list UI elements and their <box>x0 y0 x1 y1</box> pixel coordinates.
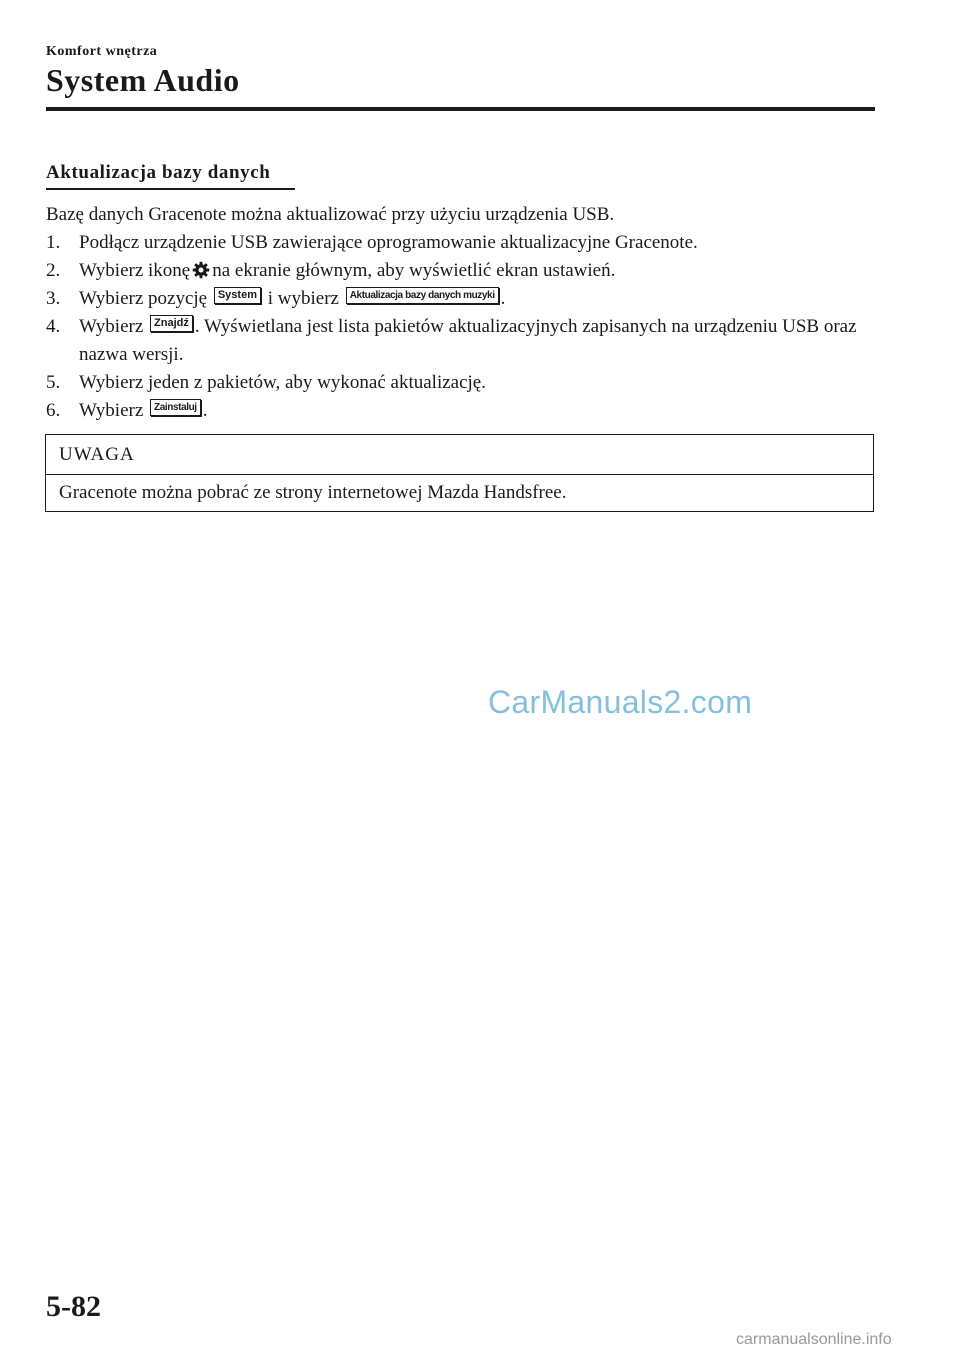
section-heading: Aktualizacja bazy danych <box>46 162 271 183</box>
step-text-middle: i wybierz <box>267 288 339 309</box>
music-database-update-button[interactable]: Aktualizacja bazy danych muzyki <box>346 287 499 304</box>
step-number: 2. <box>46 260 61 281</box>
step-text-after: . <box>202 400 208 421</box>
title-divider <box>46 107 875 111</box>
step-text-after: na ekranie głównym, aby wyświetlić ekran ustawień. <box>212 260 616 281</box>
step-number: 5. <box>46 372 61 393</box>
footer-watermark: carmanualsonline.info <box>736 1331 892 1348</box>
note-box <box>45 434 874 512</box>
step-text: Podłącz urządzenie USB zawierające oprogramowanie aktualizacyjne Gracenote. <box>79 232 698 253</box>
step-text-before: Wybierz pozycję <box>79 288 208 309</box>
step-item <box>46 397 876 425</box>
note-label: UWAGA <box>46 435 873 475</box>
step-item <box>46 285 876 313</box>
step-item <box>46 369 876 397</box>
install-button[interactable]: Zainstaluj <box>150 399 201 416</box>
step-text-before: Wybierz <box>79 316 144 337</box>
step-text: Wybierz jeden z pakietów, aby wykonać aktualizację. <box>79 372 486 393</box>
step-text <box>79 313 876 369</box>
step-item <box>46 229 876 257</box>
step-number: 6. <box>46 400 61 421</box>
steps-list <box>46 229 876 425</box>
find-button[interactable]: Znajdź <box>150 315 193 332</box>
breadcrumb: Komfort wnętrza <box>46 44 158 59</box>
step-number: 3. <box>46 288 61 309</box>
step-text-before: Wybierz ikonę <box>79 260 191 281</box>
settings-gear-icon <box>192 261 210 279</box>
section-heading-underline <box>46 188 295 190</box>
step-item <box>46 313 876 369</box>
step-number: 4. <box>46 316 61 337</box>
step-text <box>79 257 876 285</box>
page-number: 5-82 <box>46 1290 101 1323</box>
step-text <box>79 397 876 425</box>
system-button[interactable]: System <box>214 287 261 304</box>
step-text <box>79 285 876 313</box>
step-text-after: . <box>500 288 506 309</box>
section-intro: Bazę danych Gracenote można aktualizować przy użyciu urządzenia USB. <box>46 204 615 225</box>
note-text: Gracenote można pobrać ze strony internetowej Mazda Handsfree. <box>59 482 567 503</box>
step-number: 1. <box>46 232 61 253</box>
watermark: CarManuals2.com <box>488 684 753 720</box>
page-title: System Audio <box>46 62 240 98</box>
step-item <box>46 257 876 285</box>
step-text-after: . Wyświetlana jest lista pakietów aktualizacyjnych zapisanych na urządzeniu USB oraz nazwa wersji. <box>79 316 857 365</box>
step-text-before: Wybierz <box>79 400 144 421</box>
